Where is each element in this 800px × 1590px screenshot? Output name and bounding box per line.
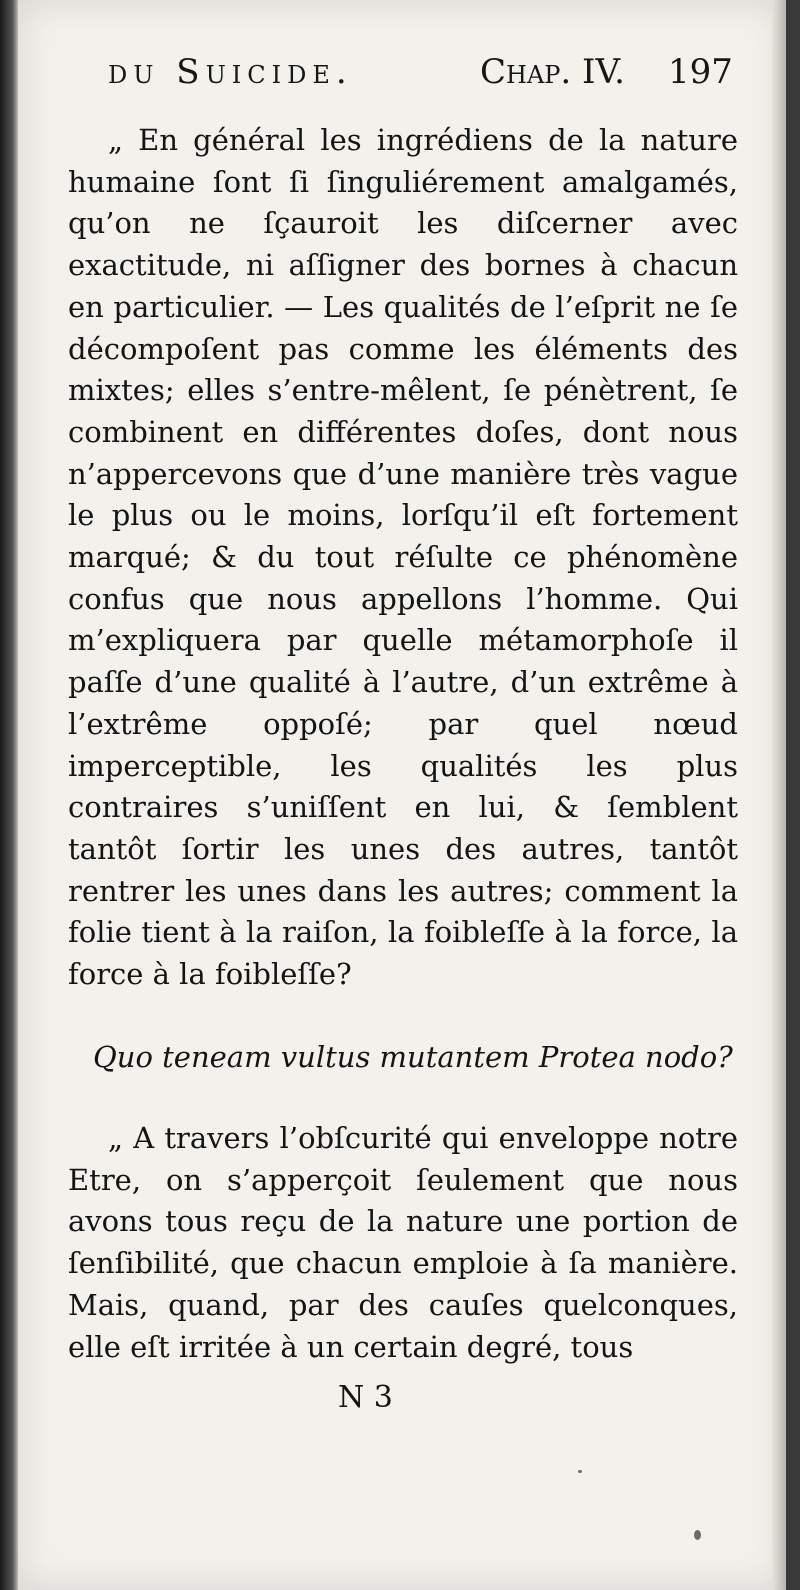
- page-edge: [772, 0, 786, 1590]
- paragraph-2: [68, 1118, 738, 1368]
- latin-quotation: Quo teneam vultus mutantem Protea nodo?: [93, 1040, 733, 1074]
- running-title: du Suicide.: [108, 52, 353, 92]
- book-page: [18, 0, 786, 1590]
- ink-speck: [578, 1470, 582, 1473]
- signature-mark: N 3: [338, 1380, 393, 1415]
- page-gutter-shadow: [0, 0, 18, 1590]
- paragraph-text: „ En général les ingrédiens de la nature humaine ſont ſi ſinguliérement amalgamés, qu’on ne ſçauroit les diſcerner avec exactitude, ni aſſigner des bornes à chacun en particulier. — Les qualités de l’eſprit ne ſe décompoſent pas comme les éléments des mixtes; elles s’entre-mêlent, ſe pénètrent, ſe combinent en différentes doſes, dont nous n’appercevons que d’une manière très vague le plus ou le moins, lorſqu’il eſt fortement marqué; & du tout réſulte ce phénomène confus que nous appellons l’homme. Qui m’expliquera par quelle métamorphoſe il paſſe d’une qualité à l’autre, d’un extrême à l’extrême oppoſé; par quel nœud imperceptible, les qualités les plus contraires s’uniſſent en lui, & ſemblent tantôt ſortir les unes des autres, tantôt rentrer les unes dans les autres; comment la folie tient à la raiſon, la foibleſſe à la force, la force à la foibleſſe?: [68, 123, 738, 992]
- page-number: 197: [668, 52, 733, 92]
- ink-speck: [694, 1530, 701, 1540]
- paragraph-text: „ A travers l’obſcurité qui enveloppe notre Etre, on s’apperçoit ſeulement que nous avons tous reçu de la nature une portion de ſenſibilité, que chacun emploie à ſa manière. Mais, quand, par des cauſes quelconques, elle eſt irritée à un certain degré, tous: [68, 1121, 738, 1364]
- paragraph-1: [68, 120, 738, 996]
- page-header: [108, 52, 748, 102]
- chapter-label: Chap. IV.: [480, 52, 625, 92]
